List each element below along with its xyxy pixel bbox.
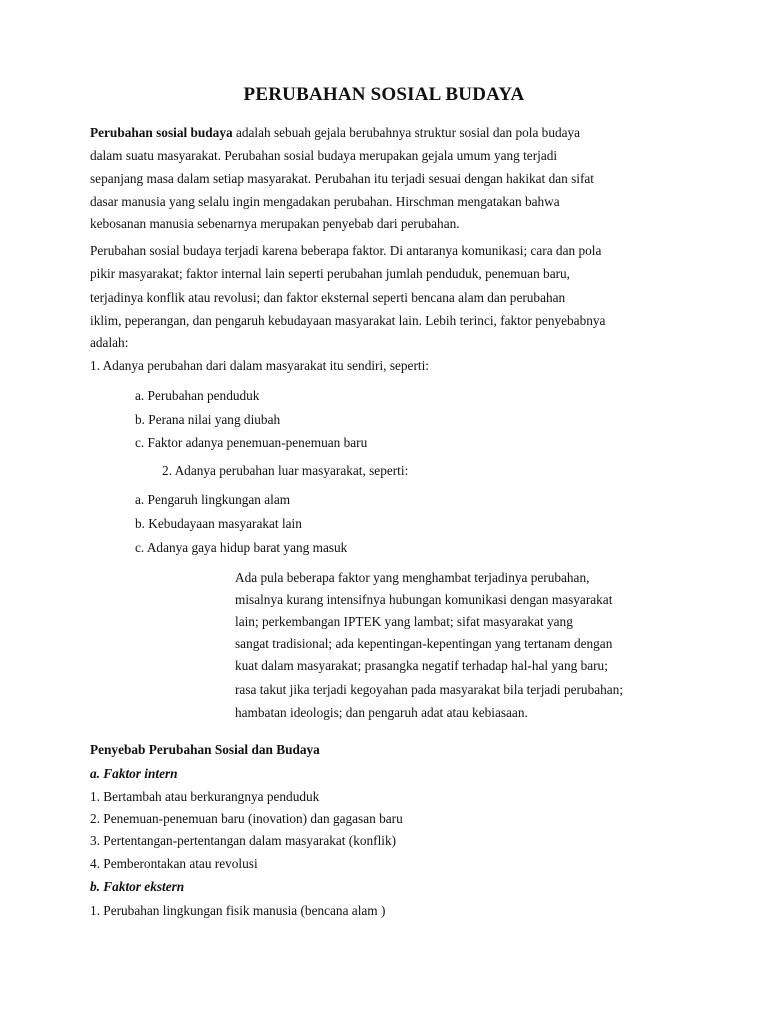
paragraph2-line: 1. Adanya perubahan dari dalam masyarakat itu sendiri, seperti: xyxy=(90,358,429,373)
paragraph3-line: kuat dalam masyarakat; prasangka negatif terhadap hal-hal yang baru; xyxy=(235,658,608,673)
list-item: 1. Bertambah atau berkurangnya penduduk xyxy=(90,789,320,804)
numbered-item-2: 2. Adanya perubahan luar masyarakat, seperti: xyxy=(162,463,409,478)
list-item: a. Perubahan penduduk xyxy=(135,388,260,403)
paragraph1-line: sepanjang masa dalam setiap masyarakat. Perubahan itu terjadi sesuai dengan hakikat dan sifat xyxy=(90,171,594,186)
list-item: b. Kebudayaan masyarakat lain xyxy=(135,516,302,531)
list-item: 1. Perubahan lingkungan fisik manusia (bencana alam ) xyxy=(90,903,386,918)
paragraph3-line: hambatan ideologis; dan pengaruh adat atau kebiasaan. xyxy=(235,705,528,720)
ekstern-heading: b. Faktor ekstern xyxy=(90,879,185,894)
paragraph3-line: Ada pula beberapa faktor yang menghambat terjadinya perubahan, xyxy=(235,570,590,585)
paragraph1-line1-rest: adalah sebuah gejala berubahnya struktur sosial dan pola budaya xyxy=(232,125,581,140)
paragraph3-line: lain; perkembangan IPTEK yang lambat; sifat masyarakat yang xyxy=(235,614,573,629)
paragraph2-line: terjadinya konflik atau revolusi; dan faktor eksternal seperti bencana alam dan perubahan xyxy=(90,290,566,305)
paragraph3-line: sangat tradisional; ada kepentingan-kepentingan yang tertanam dengan xyxy=(235,636,613,651)
intern-heading: a. Faktor intern xyxy=(90,766,178,781)
paragraph3-line: misalnya kurang intensifnya hubungan komunikasi dengan masyarakat xyxy=(235,592,613,607)
list-item: 2. Penemuan-penemuan baru (inovation) dan gagasan baru xyxy=(90,811,403,826)
list-item: a. Pengaruh lingkungan alam xyxy=(135,492,291,507)
list-item: c. Adanya gaya hidup barat yang masuk xyxy=(135,540,348,555)
list-item: 4. Pemberontakan atau revolusi xyxy=(90,856,258,871)
paragraph2-line: pikir masyarakat; faktor internal lain seperti perubahan jumlah penduduk, penemuan baru, xyxy=(90,266,570,281)
paragraph1-line: dasar manusia yang selalu ingin mengadakan perubahan. Hirschman mengatakan bahwa xyxy=(90,194,560,209)
paragraph1-line: dalam suatu masyarakat. Perubahan sosial budaya merupakan gejala umum yang terjadi xyxy=(90,148,558,163)
list-item: 3. Pertentangan-pertentangan dalam masyarakat (konflik) xyxy=(90,833,397,848)
section-heading: Penyebab Perubahan Sosial dan Budaya xyxy=(90,742,320,757)
paragraph2-line: adalah: xyxy=(90,335,129,350)
paragraph1-line xyxy=(90,125,580,141)
paragraph2-line: iklim, peperangan, dan pengaruh kebudayaan masyarakat lain. Lebih terinci, faktor penyebabnya xyxy=(90,313,606,328)
paragraph2-line: Perubahan sosial budaya terjadi karena beberapa faktor. Di antaranya komunikasi; cara dan pola xyxy=(90,243,602,258)
paragraph3-line: rasa takut jika terjadi kegoyahan pada masyarakat bila terjadi perubahan; xyxy=(235,682,624,697)
list-item: b. Perana nilai yang diubah xyxy=(135,412,281,427)
paragraph1-lead-bold: Perubahan sosial budaya xyxy=(90,125,233,140)
list-item: c. Faktor adanya penemuan-penemuan baru xyxy=(135,435,368,450)
paragraph1-line: kebosanan manusia sebenarnya merupakan penyebab dari perubahan. xyxy=(90,216,460,231)
page-title: PERUBAHAN SOSIAL BUDAYA xyxy=(243,84,525,105)
